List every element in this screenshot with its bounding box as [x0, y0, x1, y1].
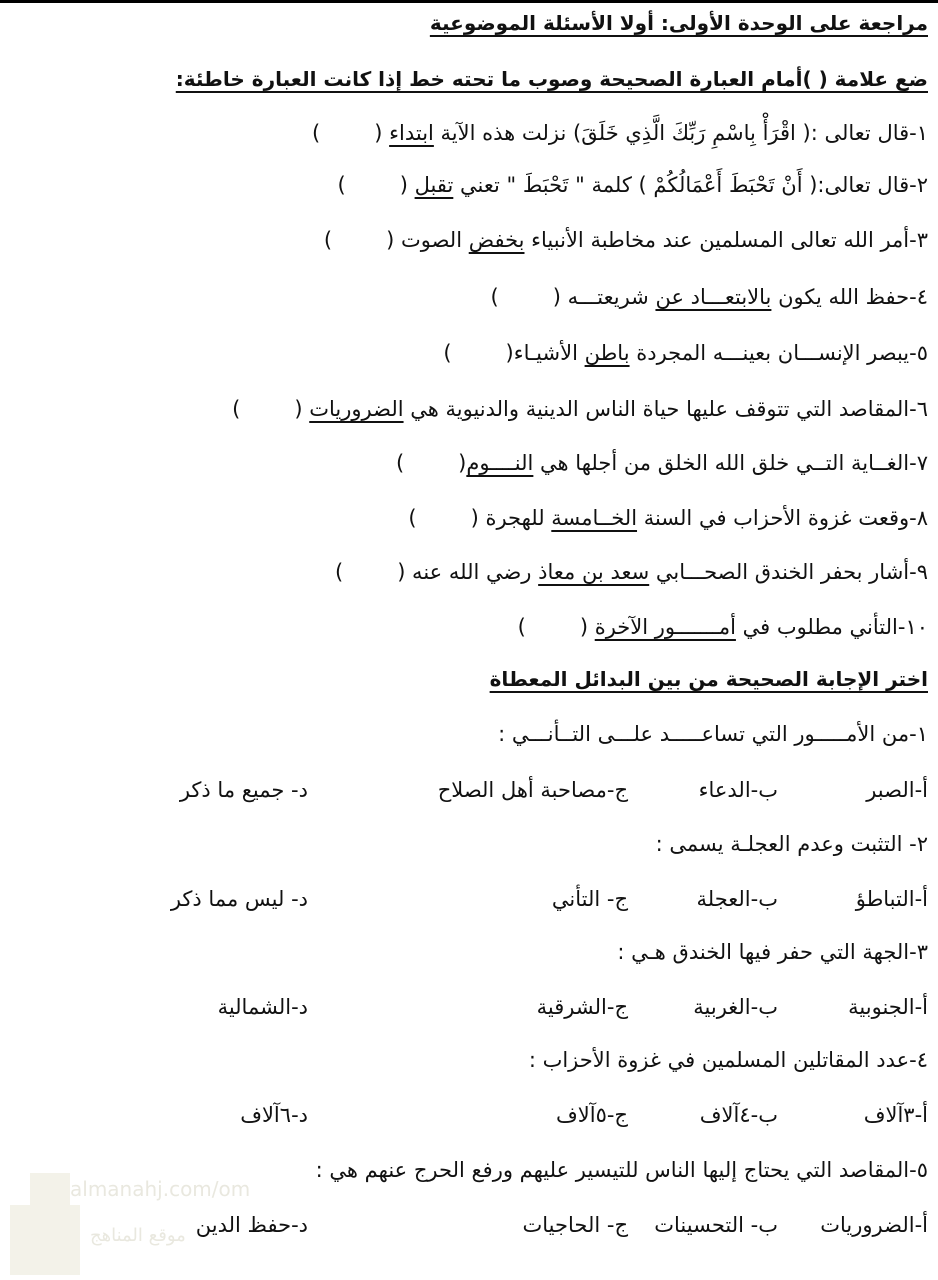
answer-blank[interactable]: ) [395, 451, 405, 475]
tf-item-text: ١-قال تعالى :( اقْرَأْ بِاسْمِ رَبِّكَ الَّذِي خَلَقَ) نزلت هذه الآية [433, 121, 928, 145]
section2-instruction: اختر الإجابة الصحيحة من بين البدائل المعطاة [489, 667, 928, 691]
answer-blank[interactable]: ) [334, 560, 344, 584]
tf-item-suffix: ( [374, 121, 390, 145]
option-c[interactable]: ج-مصاحبة أهل الصلاح [437, 778, 628, 802]
tf-item-suffix: ( [579, 615, 595, 639]
mcq-question-1: ١-من الأمـــــور التي تساعـــــد علـــى التــأنـــي : [498, 722, 928, 746]
option-d[interactable]: د-حفظ الدين [195, 1213, 308, 1237]
option-b[interactable]: ب-الدعاء [698, 778, 778, 802]
tf-item-4 [491, 282, 929, 312]
mcq-options-2 [108, 884, 928, 914]
tf-item-underlined: ابتداء [389, 121, 434, 145]
option-d[interactable]: د- جميع ما ذكر [179, 778, 308, 802]
section1-instruction: ضع علامة ( )أمام العبارة الصحيحة وصوب ما تحته خط إذا كانت العبارة خاطئة: [175, 67, 928, 91]
option-c[interactable]: ج-الشرقية [536, 995, 628, 1019]
watermark-logo-block [10, 1205, 80, 1275]
tf-item-underlined: بالابتعـــاد عن [655, 285, 772, 309]
tf-item-10 [518, 612, 928, 642]
mcq-question-5: ٥-المقاصد التي يحتاج إليها الناس للتيسير عليهم ورفع الحرج عنهم هي : [315, 1158, 928, 1182]
tf-item-2 [338, 170, 928, 200]
tf-item-text: ٣-أمر الله تعالى المسلمين عند مخاطبة الأنبياء [524, 228, 928, 252]
mcq-question-4: ٤-عدد المقاتلين المسلمين في غزوة الأحزاب : [528, 1048, 928, 1072]
tf-item-1 [312, 118, 928, 148]
tf-item-underlined: النــــوم [466, 451, 534, 475]
tf-item-text: ٨-وقعت غزوة الأحزاب في السنة [637, 506, 928, 530]
answer-blank[interactable]: ) [232, 397, 241, 421]
answer-blank[interactable]: ) [337, 173, 346, 197]
tf-item-underlined: الخــامسة [551, 506, 638, 530]
tf-item-suffix: شريعتـــه ( [552, 285, 656, 309]
watermark-url: almanahj.com/om [70, 1177, 251, 1201]
watermark [10, 1165, 250, 1280]
tf-item-text: ٢-قال تعالى:( أَنْ تَحْبَطَ أَعْمَالُكُمْ ) كلمة " تَحْبَطَ " تعني [453, 173, 928, 197]
top-border-rule [0, 0, 938, 3]
answer-blank[interactable]: ) [312, 121, 321, 145]
tf-item-suffix: ( [458, 451, 467, 475]
mcq-question-2: ٢- التثبت وعدم العجلـة يسمى : [655, 832, 928, 856]
tf-item-suffix: الصوت ( [386, 228, 469, 252]
option-c[interactable]: ج-٥آلاف [555, 1103, 628, 1127]
tf-item-6 [232, 394, 928, 424]
tf-item-underlined: بخفض [468, 228, 525, 252]
option-b[interactable]: ب-الغربية [693, 995, 778, 1019]
option-b[interactable]: ب-٤آلاف [699, 1103, 778, 1127]
tf-item-5 [443, 338, 928, 368]
tf-item-9 [335, 557, 928, 587]
page-title: مراجعة على الوحدة الأولى: أولا الأسئلة الموضوعية [429, 11, 928, 35]
watermark-brand: موقع المناهج [90, 1225, 186, 1246]
tf-item-suffix: الأشيـاء( [505, 341, 585, 365]
mcq-options-1 [108, 775, 928, 805]
answer-blank[interactable]: ) [517, 615, 526, 639]
option-a[interactable]: أ-٣آلاف [863, 1103, 928, 1127]
tf-item-text: ٤-حفظ الله يكون [771, 285, 928, 309]
option-b[interactable]: ب-العجلة [696, 887, 778, 911]
tf-item-underlined: أمـــــــور الآخرة [594, 615, 736, 639]
option-c[interactable]: ج- التأني [551, 887, 628, 911]
answer-blank[interactable]: ) [323, 228, 333, 252]
tf-item-7 [396, 448, 928, 478]
option-a[interactable]: أ-الجنوبية [848, 995, 928, 1019]
tf-item-text: ٩-أشار بحفر الخندق الصحـــابي [649, 560, 928, 584]
tf-item-text: ٥-يبصر الإنســـان بعينـــه المجردة [629, 341, 928, 365]
option-d[interactable]: د-٦آلاف [240, 1103, 308, 1127]
tf-item-suffix: رضي الله عنه ( [397, 560, 539, 584]
tf-item-text: ٧-الغــاية التــي خلق الله الخلق من أجلها هي [533, 451, 928, 475]
option-c[interactable]: ج- الحاجيات [522, 1213, 628, 1237]
tf-item-text: ٦-المقاصد التي تتوقف عليها حياة الناس الدينية والدنيوية هي [403, 397, 928, 421]
answer-blank[interactable]: ) [408, 506, 417, 530]
tf-item-suffix: ( [399, 173, 415, 197]
option-d[interactable]: د- ليس مما ذكر [170, 887, 308, 911]
tf-item-underlined: باطن [584, 341, 630, 365]
tf-item-suffix: ( [294, 397, 310, 421]
mcq-question-3: ٣-الجهة التي حفر فيها الخندق هـي : [617, 940, 928, 964]
option-a[interactable]: أ-الصبر [866, 778, 928, 802]
mcq-options-3 [108, 992, 928, 1022]
mcq-options-4 [108, 1100, 928, 1130]
answer-blank[interactable]: ) [490, 285, 499, 309]
tf-item-underlined: الضروريات [309, 397, 404, 421]
tf-item-underlined: تقبل [414, 173, 454, 197]
answer-blank[interactable]: ) [443, 341, 452, 365]
tf-item-3 [324, 225, 928, 255]
option-a[interactable]: أ-التباطؤ [855, 887, 928, 911]
option-d[interactable]: د-الشمالية [217, 995, 308, 1019]
tf-item-suffix: للهجرة ( [470, 506, 552, 530]
tf-item-text: ١٠-التأني مطلوب في [735, 615, 928, 639]
tf-item-8 [408, 503, 928, 533]
option-b[interactable]: ب- التحسينات [654, 1213, 778, 1237]
tf-item-underlined: سعد بن معاذ [538, 560, 650, 584]
option-a[interactable]: أ-الضروريات [820, 1213, 928, 1237]
